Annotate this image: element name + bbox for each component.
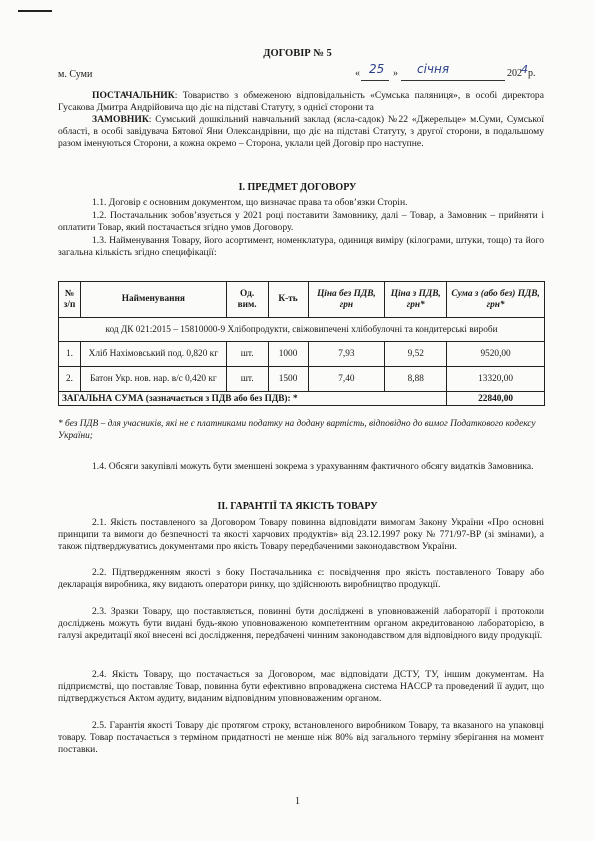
date-day-handwritten: 25	[369, 62, 385, 76]
scan-mark	[18, 10, 52, 12]
row-price: 7,40	[308, 367, 385, 392]
category-cell: код ДК 021:2015 – 15810000-9 Хлібопродукти, свіжовипечені хлібобулочні та кондитерські вироби	[59, 318, 545, 342]
clause-2-3: 2.3. Зразки Товару, що поставляється, повинні бути досліджені в уповноваженій лабораторії і протоколи досліджень можуть бути видані будь-якою уповноваженою компетентним органом акредитованою лабораторією, в галузі акредитації якої внесені всі дослідження, передбачені чинним законодавством для відповідного виду продукції.	[58, 606, 544, 642]
vat-footnote: * без ПДВ – для учасників, які не є платниками податку на додану вартість, відповідно до вимог Податкового кодексу України;	[58, 419, 536, 441]
supplier-text: : Товариство з обмеженою відповідальність «Сумська паляниця», в особі директора Гусакова Дмитра Андрійовича що діє на підставі Статуту, з однієї сторони та	[58, 90, 544, 114]
row-unit: шт.	[226, 342, 268, 367]
clause-2-1: 2.1. Якість поставленого за Договором Товару повинна відповідати вимогам Закону України «Про основні принципи та вимоги до безпечності та якості харчових продуктів» від 23.12.1997 року № 771/97-ВР (зі змінами), а також підтверджуватись документами про якість Товару передбаченими законодавством України.	[58, 517, 544, 553]
col-header-unit: Од. вим.	[226, 282, 268, 318]
table-category-row	[59, 318, 545, 342]
document-title: ДОГОВІР № 5	[263, 48, 332, 59]
col-header-number: № з/п	[59, 282, 81, 318]
row-sum: 9520,00	[447, 342, 545, 367]
section-2-title: ІІ. ГАРАНТІЇ ТА ЯКІСТЬ ТОВАРУ	[217, 501, 378, 512]
col-header-qty: К-ть	[268, 282, 308, 318]
col-header-price-vat: Ціна з ПДВ, грн*	[385, 282, 447, 318]
total-value: 22840,00	[447, 392, 545, 406]
date-year-handwritten: 4	[521, 63, 528, 76]
clause-1-2: 1.2. Постачальник зобов’язується у 2021 році поставити Замовнику, далі – Товар, а Замовник – прийняти і оплатити Товар, який постачається згідно умов Договору.	[58, 210, 544, 234]
date-day-underline	[361, 80, 389, 81]
date-year-suffix: р.	[528, 68, 536, 79]
row-price-vat: 8,88	[385, 367, 447, 392]
section-1-title: І. ПРЕДМЕТ ДОГОВОРУ	[238, 182, 357, 193]
clause-2-5: 2.5. Гарантія якості Товару діє протягом строку, встановленого виробником Товару, та вказаного на упаковці товару. Товар постачається з терміном придатності не менше ніж 80% від загального терміну зберігання на момент поставки.	[58, 720, 544, 756]
row-qty: 1500	[268, 367, 308, 392]
table-row	[59, 367, 545, 392]
row-price-vat: 9,52	[385, 342, 447, 367]
col-header-sum: Сума з (або без) ПДВ, грн*	[447, 282, 545, 318]
supplier-label: ПОСТАЧАЛЬНИК	[92, 90, 175, 101]
date-year-prefix: 202	[507, 68, 522, 79]
date-month-underline	[401, 80, 505, 81]
supplier-paragraph	[58, 90, 544, 114]
row-price: 7,93	[308, 342, 385, 367]
clause-2-4: 2.4. Якість Товару, що постачається за Договором, має відповідати ДСТУ, ТУ, іншим документам. На підприємстві, що поставляє Товар, повинна бути ефективно впроваджена система HACCP та проведений її аудит, що підтверджується Актом аудиту, виданим відповідним уповноваженим органом.	[58, 669, 544, 705]
date-quote-close: »	[393, 68, 398, 79]
row-name: Хліб Нахімовський под. 0,820 кг	[80, 342, 226, 367]
clause-1-4: 1.4. Обсяги закупівлі можуть бути зменшені зокрема з урахуванням фактичного обсягу видатків Замовника.	[92, 461, 534, 472]
contract-date	[355, 62, 545, 80]
clause-1-1: 1.1. Договір є основним документом, що визначає права та обов’язки Сторін.	[92, 197, 408, 208]
row-qty: 1000	[268, 342, 308, 367]
total-label: ЗАГАЛЬНА СУМА (зазначається з ПДВ або без ПДВ): *	[59, 392, 447, 406]
table-row	[59, 342, 545, 367]
row-number: 1.	[59, 342, 81, 367]
page-number: 1	[295, 796, 300, 807]
row-unit: шт.	[226, 367, 268, 392]
row-number: 2.	[59, 367, 81, 392]
clause-1-3: 1.3. Найменування Товару, його асортимент, номенклатура, одиниця виміру (кілограми, штуки, тощо) та його загальна кількість згідно специфікації:	[58, 235, 544, 259]
specification-table	[58, 281, 545, 406]
date-month-handwritten: січня	[417, 62, 450, 76]
customer-paragraph	[58, 114, 544, 150]
col-header-name: Найменування	[80, 282, 226, 318]
contract-city: м. Суми	[58, 69, 93, 80]
date-quote-open: «	[355, 68, 360, 79]
customer-text: : Сумський дошкільний навчальний заклад (ясла-садок) №22 «Джерельце» м.Суми, Сумської області, в особі завідувача Бятової Яни Олександрівни, що діє на підставі Статуту, з другої сторони, в подальшому разом іменуються Сторони, а кожна окремо – Сторона, уклали цей Договір про наступне.	[58, 114, 544, 150]
table-header-row	[59, 282, 545, 318]
customer-label: ЗАМОВНИК	[92, 114, 149, 125]
col-header-price: Ціна без ПДВ, грн	[308, 282, 385, 318]
row-name: Батон Укр. нов. нар. в/с 0,420 кг	[80, 367, 226, 392]
clause-2-2: 2.2. Підтвердженням якості з боку Постачальника є: посвідчення про якість поставленого Товару або декларація виробника, яку видають оператори ринку, що здійснюють виробництво продукції.	[58, 567, 544, 591]
row-sum: 13320,00	[447, 367, 545, 392]
table-total-row	[59, 392, 545, 406]
